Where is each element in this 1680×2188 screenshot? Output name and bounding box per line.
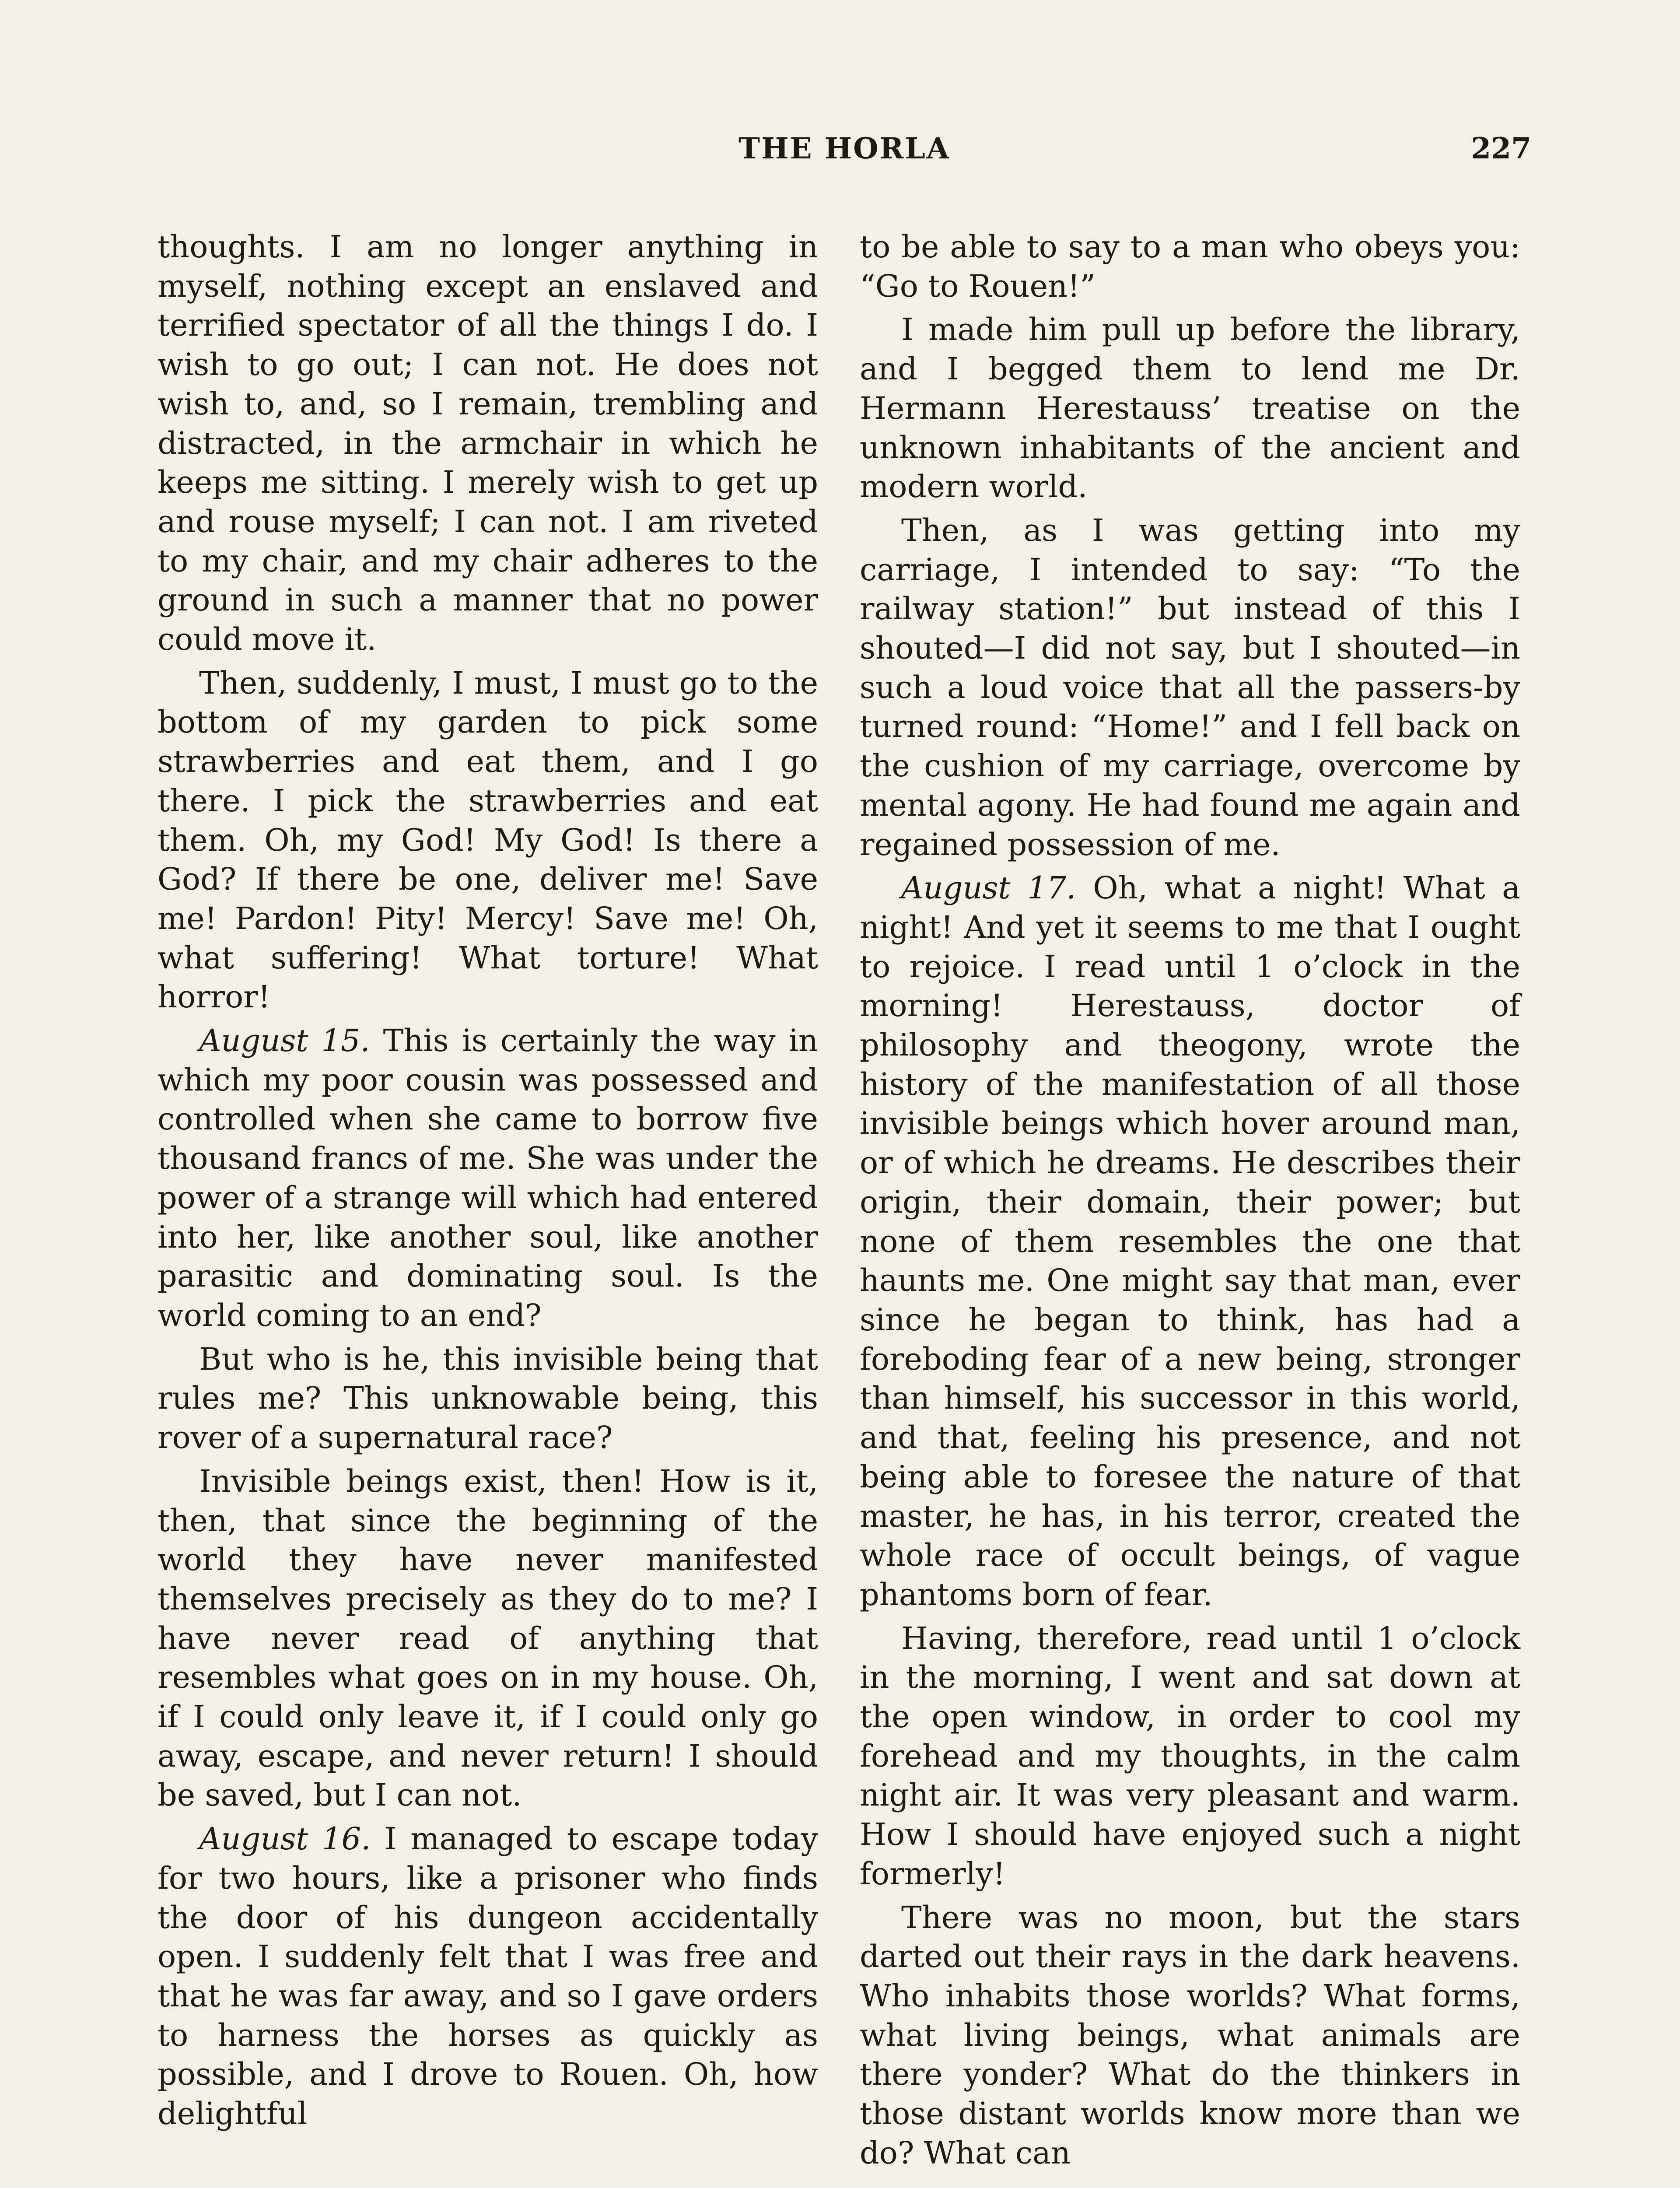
paragraph	[158, 1340, 818, 1458]
entry-date: August 16.	[199, 1821, 371, 1857]
paragraph	[158, 1462, 818, 1815]
paragraph-text: Having, therefore, read until 1 o’clock in the morning, I went and sat down at the open window, in order to cool my forehead and my thoughts, in the calm night air. It was very pleasant and warm. How I should have enjoyed such a night formerly!	[860, 1620, 1520, 1892]
entry-date: August 15.	[199, 1023, 370, 1059]
paragraph-text: Then, suddenly, I must, I must go to the bottom of my garden to pick some strawberries and eat them, and I go there. I pick the strawberries and eat them. Oh, my God! My God! Is there a God? If there be one, deliver me! Save me! Pardon! Pity! Mercy! Save me! Oh, what suffering! What torture! What horror!	[158, 665, 818, 1015]
paragraph	[860, 310, 1520, 507]
running-title: THE HORLA	[738, 131, 951, 165]
paragraph-text: I made him pull up before the library, and I begged them to lend me Dr. Hermann Herestauss’ treatise on the unknown inhabitants of the ancient and modern world.	[860, 312, 1520, 505]
diary-entry	[860, 869, 1520, 1614]
paragraph-text: There was no moon, but the stars darted out their rays in the dark heavens. Who inhabits those worlds? What forms, what living beings, what animals are there yonder? What do the thinkers in those distant worlds know more than we do? What can	[860, 1899, 1520, 2171]
entry-date: August 17.	[901, 870, 1076, 906]
paragraph	[860, 511, 1520, 864]
left-column	[158, 228, 818, 2138]
paragraph-text: Then, as I was getting into my carriage, I intended to say: “To the railway station!” but instead of this I shouted—I did not say, but I shouted—in such a loud voice that all the passers-by turned round: “Home!” and I fell back on the cushion of my carriage, overcome by mental agony. He had found me again and regained possession of me.	[860, 512, 1520, 863]
diary-entry	[158, 1021, 818, 1336]
paragraph-text: But who is he, this invisible being that rules me? This unknowable being, this rover of a supernatural race?	[158, 1341, 818, 1456]
paragraph-text: Oh, what a night! What a night! And yet it seems to me that I ought to rejoice. I read until 1 o’clock in the morning! Herestauss, doctor of philosophy and theogony, wrote the history of the manifestation of all those invisible beings which hover around man, or of which he dreams. He describes their origin, their domain, their power; but none of them resembles the one that haunts me. One might say that man, ever since he began to think, has had a foreboding fear of a new being, stronger than himself, his successor in this world, and that, feeling his presence, and not being able to foresee the nature of that master, he has, in his terror, created the whole race of occult beings, of vague phantoms born of fear.	[860, 870, 1521, 1613]
paragraph-text: This is certainly the way in which my poor cousin was possessed and controlled when she came to borrow five thousand francs of me. She was under the power of a strange will which had entered into her, like another soul, like another parasitic and dominating soul. Is the world coming to an end?	[158, 1023, 818, 1333]
right-column	[860, 228, 1520, 2177]
diary-entry	[158, 1820, 818, 2134]
paragraph	[860, 1619, 1520, 1894]
paragraph-text: Invisible beings exist, then! How is it, then, that since the beginning of the world they have never manifested themselves precisely as they do to me? I have never read of anything that resembles what goes on in my house. Oh, if I could only leave it, if I could only go away, escape, and never return! I should be saved, but I can not.	[158, 1463, 818, 1813]
page-header	[158, 131, 1531, 179]
paragraph	[860, 228, 1520, 306]
paragraph	[860, 1898, 1520, 2173]
paragraph-text: I managed to escape today for two hours, like a prisoner who finds the door of his dungeon accidentally open. I suddenly felt that I was free and that he was far away, and so I gave orders to harness the horses as quickly as possible, and I drove to Rouen. Oh, how delightful	[158, 1821, 818, 2132]
paragraph	[158, 664, 818, 1017]
paragraph-text: thoughts. I am no longer anything in myself, nothing except an enslaved and terrified spectator of all the things I do. I wish to go out; I can not. He does not wish to, and, so I remain, trembling and distracted, in the armchair in which he keeps me sitting. I merely wish to get up and rouse myself; I can not. I am riveted to my chair, and my chair adheres to the ground in such a manner that no power could move it.	[158, 229, 818, 658]
page-number: 227	[1471, 131, 1531, 165]
paragraph-text: to be able to say to a man who obeys you: “Go to Rouen!”	[860, 229, 1520, 304]
paragraph	[158, 228, 818, 659]
